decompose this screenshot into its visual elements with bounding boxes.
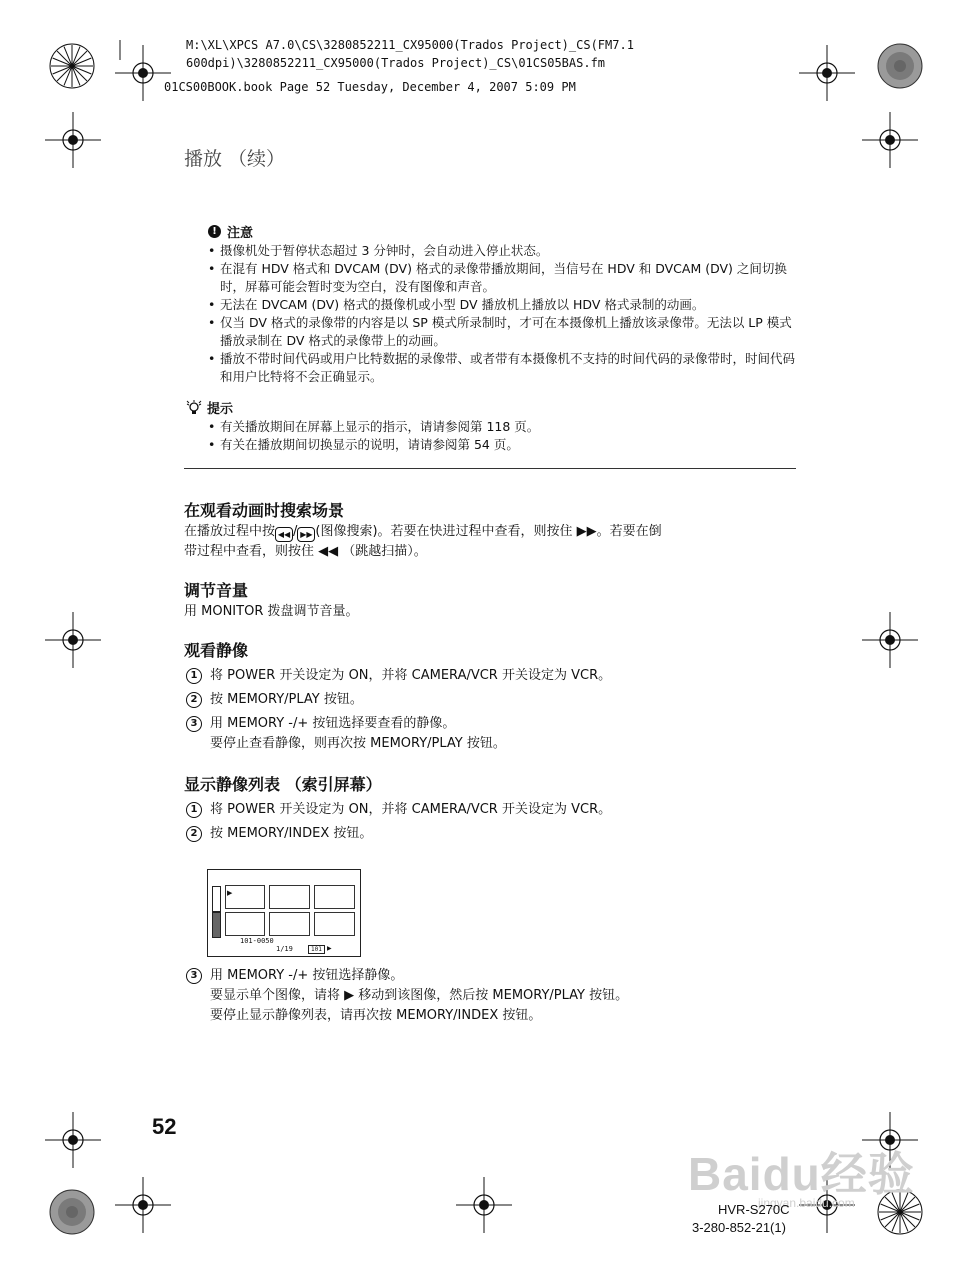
- thumbnail: [225, 912, 265, 936]
- step-number: 3: [186, 716, 202, 732]
- still-step: [186, 714, 806, 754]
- step-subtext: 要显示单个图像，请将 ▶ 移动到该图像，然后按 MEMORY/PLAY 按钮。: [210, 988, 629, 1003]
- footer-model: HVR-S270C: [718, 1202, 790, 1217]
- step-subtext: 要停止查看静像，则再次按 MEMORY/PLAY 按钮。: [210, 736, 506, 751]
- still-section-title: 观看静像: [184, 641, 249, 660]
- caution-heading: [208, 222, 253, 241]
- search-line-2: 带过程中查看，则按住 ◀◀ （跳越扫描）。: [184, 544, 427, 559]
- index-step-3: [186, 966, 806, 1026]
- index-step: [186, 966, 806, 1026]
- search-text-a: 在播放过程中按: [184, 524, 276, 539]
- search-text-b: /: [293, 524, 298, 539]
- search-paragraph: [184, 522, 800, 562]
- step-subtext: 要停止显示静像列表，请再次按 MEMORY/INDEX 按钮。: [210, 1008, 542, 1023]
- footer-code: 3-280-852-21(1): [692, 1220, 786, 1235]
- caution-item: • 仅当 DV 格式的录像带的内容是以 SP 模式所录制时，才可在本摄像机上播放该录像带。无法以 LP 模式播放录制在 DV 格式的录像带上的动画。: [208, 314, 798, 350]
- rewind-search-icon: ◀◀: [275, 527, 293, 542]
- step-number: 3: [186, 968, 202, 984]
- step-text: 将 POWER 开关设定为 ON，并将 CAMERA/VCR 开关设定为 VCR。: [210, 802, 612, 817]
- volume-text: 用 MONITOR 拨盘调节音量。: [184, 604, 359, 619]
- caution-list: [208, 242, 798, 386]
- index-page-count: 1/19: [276, 945, 293, 953]
- tips-item: • 有关在播放期间切换显示的说明，请请参阅第 54 页。: [208, 436, 798, 454]
- tips-item: • 有关播放期间在屏幕上显示的指示，请请参阅第 118 页。: [208, 418, 798, 436]
- index-step: [186, 824, 806, 844]
- scroll-track: [212, 886, 221, 912]
- caution-item: • 摄像机处于暂停状态超过 3 分钟时，会自动进入停止状态。: [208, 242, 798, 260]
- lightbulb-icon: [186, 400, 202, 416]
- caution-icon: !: [208, 225, 221, 238]
- caution-title: 注意: [227, 226, 254, 241]
- header-path-line-1: M:\XL\XPCS A7.0\CS\3280852211_CX95000(Trados Project)_CS(FM7.1: [186, 38, 634, 52]
- search-text-c: (图像搜索)。若要在快进过程中查看，则按住 ▶▶。若要在倒: [315, 524, 662, 539]
- baidu-watermark: Baidu经验: [688, 1148, 915, 1200]
- tips-heading: [186, 398, 233, 417]
- thumbnail: [314, 885, 355, 909]
- step-text: 将 POWER 开关设定为 ON，并将 CAMERA/VCR 开关设定为 VCR。: [210, 668, 612, 683]
- caution-item: • 播放不带时间代码或用户比特数据的录像带、或者带有本摄像机不支持的时间代码的录像带时，时间代码和用户比特将不会正确显示。: [208, 350, 798, 386]
- page-number: 52: [152, 1114, 177, 1139]
- still-step: [186, 690, 806, 710]
- still-step: [186, 666, 806, 686]
- thumbnail: [269, 885, 310, 909]
- step-number: 1: [186, 668, 202, 684]
- folder-arrow-icon: ▶: [327, 945, 332, 952]
- search-section-title: 在观看动画时搜索场景: [184, 501, 345, 520]
- header-book-info: 01CS00BOOK.book Page 52 Tuesday, December 4, 2007 5:09 PM: [164, 80, 576, 94]
- tips-list: [208, 418, 798, 454]
- watermark-url: jingyan.baidu.com: [758, 1196, 855, 1210]
- index-screen-illustration: [207, 869, 361, 957]
- scroll-indicator: [212, 912, 221, 938]
- index-folder-badge: 101: [308, 945, 325, 954]
- selection-cursor-icon: ▶: [227, 889, 233, 897]
- forward-search-icon: ▶▶: [297, 527, 315, 542]
- step-text: 按 MEMORY/INDEX 按钮。: [210, 826, 373, 841]
- step-text: 按 MEMORY/PLAY 按钮。: [210, 692, 363, 707]
- caution-item: • 无法在 DVCAM (DV) 格式的摄像机或小型 DV 播放机上播放以 HDV 格式录制的动画。: [208, 296, 798, 314]
- caution-item: • 在混有 HDV 格式和 DVCAM (DV) 格式的录像带播放期间，当信号在 HDV 和 DVCAM (DV) 之间切换时，屏幕可能会暂时变为空白，没有图像和声音。: [208, 260, 798, 296]
- index-section-title: 显示静像列表 （索引屏幕）: [184, 775, 382, 794]
- still-steps: [186, 666, 806, 754]
- step-text: 用 MEMORY -/+ 按钮选择要查看的静像。: [210, 716, 456, 731]
- running-head: 播放 （续）: [184, 148, 286, 170]
- tips-title: 提示: [207, 402, 234, 417]
- thumbnail: [269, 912, 310, 936]
- volume-section-title: 调节音量: [184, 581, 249, 600]
- header-path-line-2: 600dpi)\3280852211_CX95000(Trados Project)_CS\01CS05BAS.fm: [186, 56, 606, 70]
- step-number: 2: [186, 692, 202, 708]
- index-steps: [186, 800, 806, 844]
- index-step: [186, 800, 806, 820]
- step-number: 2: [186, 826, 202, 842]
- index-file-number: 101-0050: [240, 937, 274, 945]
- section-divider: [184, 468, 796, 469]
- step-number: 1: [186, 802, 202, 818]
- step-text: 用 MEMORY -/+ 按钮选择静像。: [210, 968, 404, 983]
- thumbnail: [314, 912, 355, 936]
